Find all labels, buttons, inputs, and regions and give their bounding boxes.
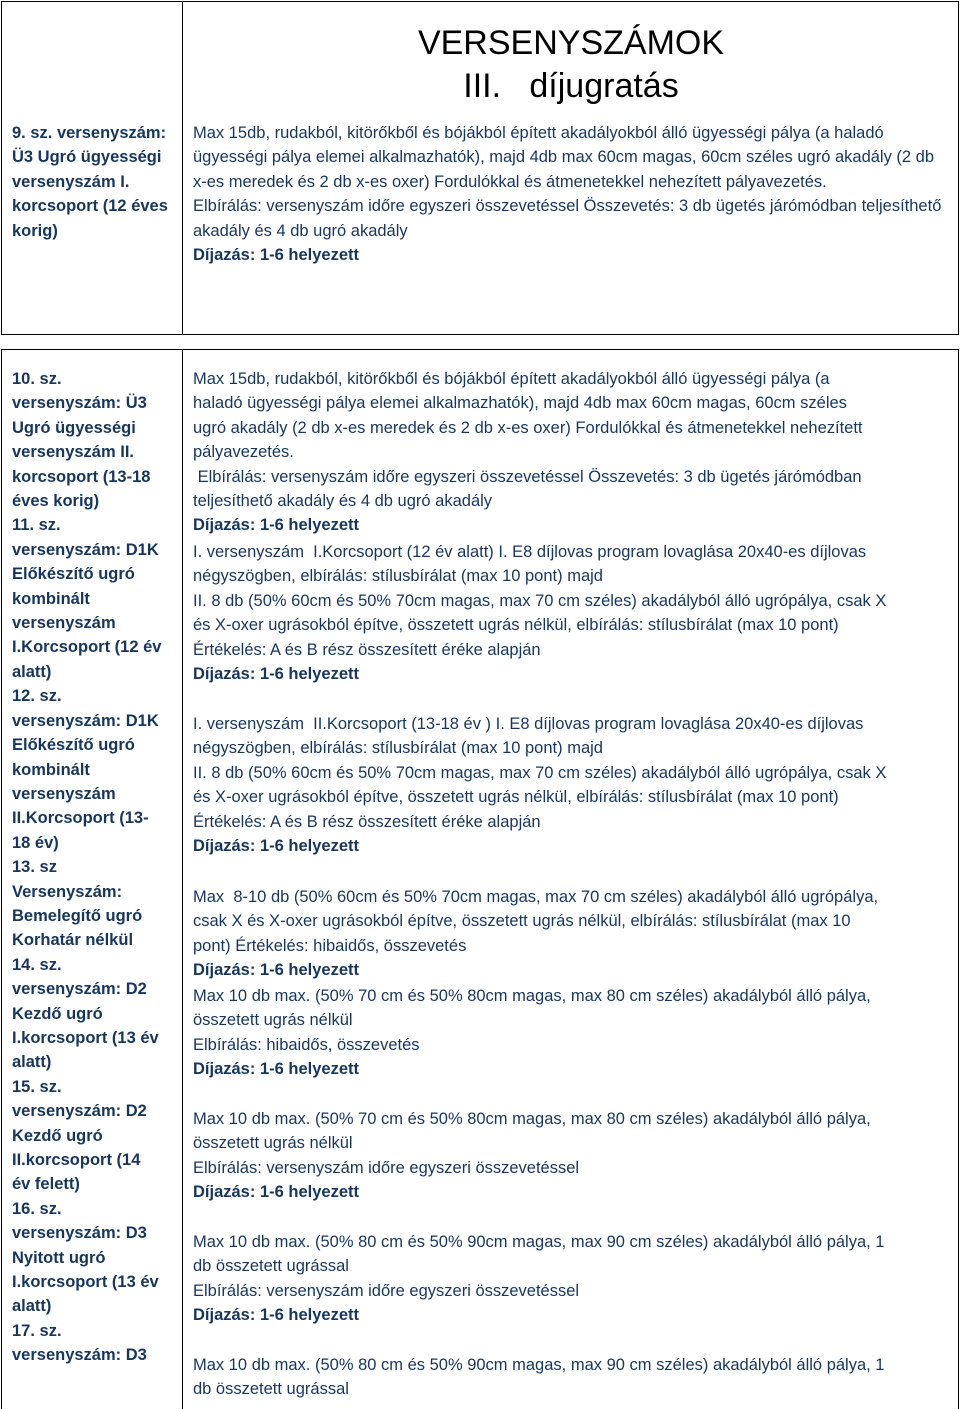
row12-line: és X-oxer ugrásokból építve, összetett ugrás nélkül, elbírálás: stílusbírálat (max 10 pont) xyxy=(193,788,839,807)
row10-prize: Díjazás: 1-6 helyezett xyxy=(193,516,359,535)
left-column-line: Kezdő ugró xyxy=(12,1126,103,1145)
row9-description: Max 15db, rudakból, kitörőkből és bójákból épített akadályokból álló ügyességi pálya (a haladó ügyességi pálya elemei alkalmazhatók), majd 4db max 60cm magas, 60cm széles ugró akadály (2 db x-es meredek és 2 db x-es oxer) Fordulókkal és átmenetekkel nehezített pályavezetés. xyxy=(193,124,935,191)
row15-lines xyxy=(193,1107,953,1180)
title-line2: III. díjugratás xyxy=(463,67,679,105)
row17-line: Max 10 db max. (50% 80 cm és 50% 90cm magas, max 90 cm széles) akadályból álló pálya, 1 xyxy=(193,1356,885,1374)
row10-line: haladó ügyességi pálya elemei alkalmazhatók), majd 4db max 60cm magas, 60cm széles xyxy=(193,394,847,413)
row12-line: négyszögben, elbírálás: stílusbírálat (max 10 pont) majd xyxy=(193,739,603,758)
row11 xyxy=(193,540,953,686)
row12 xyxy=(193,712,953,858)
row15-prize: Díjazás: 1-6 helyezett xyxy=(193,1183,359,1202)
left-column-line: 17. sz. xyxy=(12,1321,62,1340)
row17 xyxy=(193,1353,953,1402)
left-column-line: versenyszám: D3 xyxy=(12,1224,147,1243)
title-line1: VERSENYSZÁMOK xyxy=(417,24,725,62)
row12-prize: Díjazás: 1-6 helyezett xyxy=(193,837,359,856)
row14-prize: Díjazás: 1-6 helyezett xyxy=(193,1060,359,1079)
left-column-line: II.Korcsoport (13- xyxy=(12,809,149,828)
row9-desc xyxy=(193,121,943,267)
left-column-line: versenyszám: D3 xyxy=(12,1346,147,1365)
row9-evaluation: Elbírálás: versenyszám időre egyszeri összevetéssel Összevetés: 3 db ügetés járómódban teljesíthető akadály és 4 db ugró akadály xyxy=(193,197,942,240)
left-column-line: versenyszám II. xyxy=(12,443,134,462)
row12-line: II. 8 db (50% 60cm és 50% 70cm magas, max 70 cm széles) akadályból álló ugrópálya, csak X xyxy=(193,763,887,782)
row15-line: Elbírálás: versenyszám időre egyszeri összevetéssel xyxy=(193,1158,580,1177)
row15-line: összetett ugrás nélkül xyxy=(193,1134,353,1153)
left-column-line: 18 év) xyxy=(12,833,59,852)
row11-lines xyxy=(193,540,953,662)
row10-line: pályavezetés. xyxy=(193,443,294,462)
top-divider xyxy=(182,1,183,335)
row16-line: Max 10 db max. (50% 80 cm és 50% 90cm magas, max 90 cm széles) akadályból álló pálya, 1 xyxy=(193,1233,885,1251)
left-column-line: versenyszám: D2 xyxy=(12,980,147,999)
left-column-line: alatt) xyxy=(12,1053,52,1072)
row11-line: és X-oxer ugrásokból építve, összetett ugrás nélkül, elbírálás: stílusbírálat (max 10 pont) xyxy=(193,616,839,635)
left-column-line: Kezdő ugró xyxy=(12,1004,103,1023)
row13-line: Max 8-10 db (50% 60cm és 50% 70cm magas, max 70 cm széles) akadályból álló ugrópálya, xyxy=(193,888,879,906)
row10-lines xyxy=(193,367,953,513)
left-column-line: kombinált xyxy=(12,589,90,608)
row16-line: Elbírálás: versenyszám időre egyszeri összevetéssel xyxy=(193,1281,580,1300)
left-column-line: 13. sz xyxy=(12,858,57,877)
left-column-line: alatt) xyxy=(12,662,52,681)
left-column-line: alatt) xyxy=(12,1297,52,1316)
left-column-line: éves korig) xyxy=(12,492,100,511)
left-column-line: Előkészítő ugró xyxy=(12,736,135,755)
row17-lines xyxy=(193,1353,953,1402)
row9-label-text: 9. sz. versenyszám: Ü3 Ugró ügyességi versenyszám I. korcsoport (12 éves korig) xyxy=(12,124,168,240)
left-column-line: I.korcsoport (13 év xyxy=(12,1273,159,1292)
left-column-line: 11. sz. xyxy=(12,516,61,535)
row12-lines xyxy=(193,712,953,834)
row10-line: Max 15db, rudakból, kitörőkből és bójákból épített akadályokból álló ügyességi pálya (a xyxy=(193,370,830,388)
row16-lines xyxy=(193,1230,953,1303)
row10 xyxy=(193,367,953,538)
row9-prize: Díjazás: 1-6 helyezett xyxy=(193,246,359,265)
row15 xyxy=(193,1107,953,1205)
row10-line: teljesíthető akadály és 4 db ugró akadály xyxy=(193,492,493,511)
left-column-line: Nyitott ugró xyxy=(12,1248,106,1267)
row12-line: Értékelés: A és B rész összesített éréke alapján xyxy=(193,812,541,831)
left-column-line: versenyszám: Ü3 xyxy=(12,394,147,413)
row11-prize: Díjazás: 1-6 helyezett xyxy=(193,665,359,684)
row17-line: db összetett ugrással xyxy=(193,1380,349,1399)
row12-line: I. versenyszám II.Korcsoport (13-18 év ) I. E8 díjlovas program lovaglása 20x40-es díjlovas xyxy=(193,715,864,733)
left-column-line: Ugró ügyességi xyxy=(12,418,136,437)
left-column-line: II.korcsoport (14 xyxy=(12,1151,141,1169)
left-column-line: versenyszám: D2 xyxy=(12,1102,147,1121)
page-title xyxy=(240,22,902,108)
left-column-line: I.Korcsoport (12 év xyxy=(12,638,162,657)
left-column-line: I.korcsoport (13 év xyxy=(12,1028,159,1047)
row14 xyxy=(193,984,953,1082)
left-column-line: 12. sz. xyxy=(12,687,62,706)
left-column-line: Versenyszám: xyxy=(12,882,123,901)
row16-prize: Díjazás: 1-6 helyezett xyxy=(193,1306,359,1325)
left-column-line: Korhatár nélkül xyxy=(12,931,134,950)
row13-line: pont) Értékelés: hibaidős, összevetés xyxy=(193,936,467,955)
row11-line: négyszögben, elbírálás: stílusbírálat (max 10 pont) majd xyxy=(193,567,603,586)
row15-line: Max 10 db max. (50% 70 cm és 50% 80cm magas, max 80 cm széles) akadályból álló pálya, xyxy=(193,1110,871,1128)
left-column-line: 10. sz. xyxy=(12,370,62,388)
row13-prize: Díjazás: 1-6 helyezett xyxy=(193,961,359,980)
row10-line: Elbírálás: versenyszám időre egyszeri összevetéssel Összevetés: 3 db ügetés járómódban xyxy=(193,467,862,486)
row11-line: Értékelés: A és B rész összesített éréke alapján xyxy=(193,640,541,659)
left-column-line: versenyszám: D1K xyxy=(12,711,159,730)
left-column-line: 16. sz. xyxy=(12,1199,62,1218)
left-column-line: versenyszám: D1K xyxy=(12,540,159,559)
left-column-line: 14. sz. xyxy=(12,955,62,974)
row14-line: Max 10 db max. (50% 70 cm és 50% 80cm magas, max 80 cm széles) akadályból álló pálya, xyxy=(193,987,871,1005)
row13-line: csak X és X-oxer ugrásokból építve, összetett ugrás nélkül, elbírálás: stílusbírálat (max 10 xyxy=(193,912,851,931)
left-column-line: kombinált xyxy=(12,760,90,779)
row11-line: II. 8 db (50% 60cm és 50% 70cm magas, max 70 cm széles) akadályból álló ugrópálya, csak X xyxy=(193,591,887,610)
left-column-line: korcsoport (13-18 xyxy=(12,467,151,486)
left-column-line: Bemelegítő ugró xyxy=(12,906,143,925)
left-column-line: Előkészítő ugró xyxy=(12,565,135,584)
row16 xyxy=(193,1230,953,1328)
left-column-line: 15. sz. xyxy=(12,1077,62,1096)
bottom-divider xyxy=(182,349,183,1409)
row13 xyxy=(193,885,953,983)
left-column xyxy=(12,367,180,1368)
left-column-line: év felett) xyxy=(12,1175,80,1194)
row11-line: I. versenyszám I.Korcsoport (12 év alatt) I. E8 díjlovas program lovaglása 20x40-es díjlovas xyxy=(193,543,867,561)
row14-lines xyxy=(193,984,953,1057)
row16-line: db összetett ugrással xyxy=(193,1257,349,1276)
row9-label xyxy=(12,121,172,243)
row14-line: Elbírálás: hibaidős, összevetés xyxy=(193,1035,420,1054)
row10-line: ugró akadály (2 db x-es meredek és 2 db x-es oxer) Fordulókkal és átmenetekkel nehezített xyxy=(193,418,863,437)
row13-lines xyxy=(193,885,953,958)
row14-line: összetett ugrás nélkül xyxy=(193,1011,353,1030)
left-column-line: versenyszám xyxy=(12,614,116,633)
left-column-line: versenyszám xyxy=(12,784,116,803)
